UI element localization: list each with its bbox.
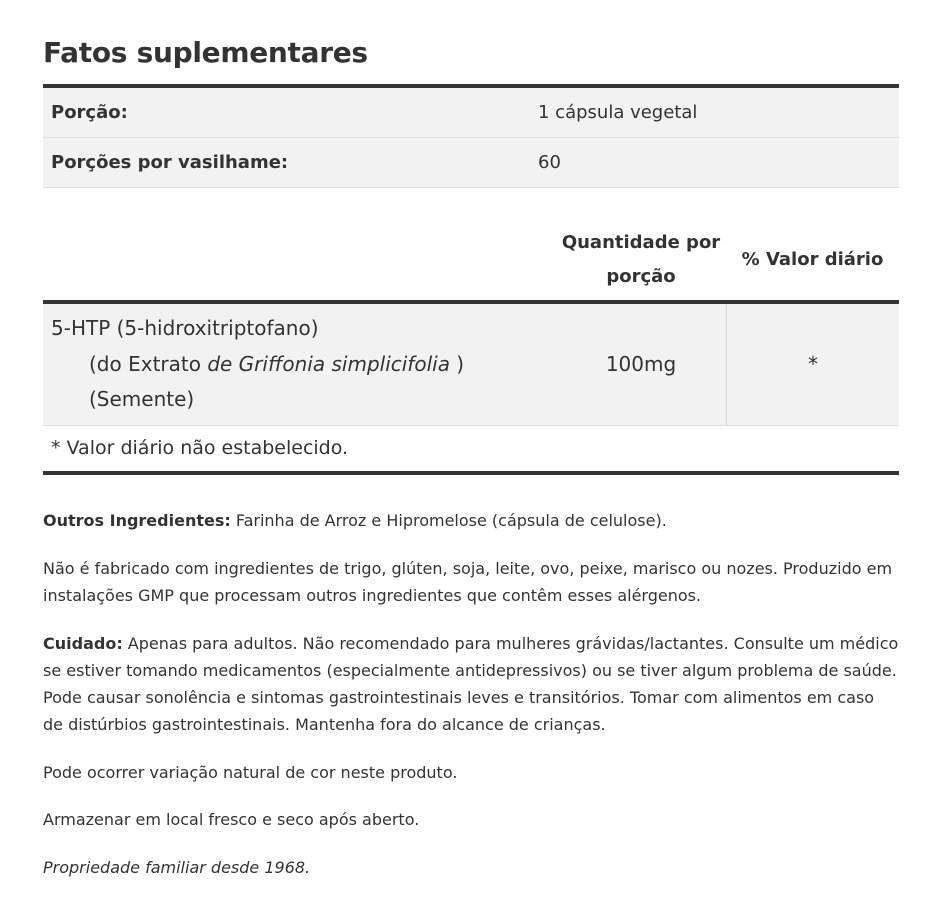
other-ingredients bbox=[43, 507, 899, 534]
row-divider bbox=[43, 425, 899, 426]
allergen-note: Não é fabricado com ingredientes de trigo, glúten, soja, leite, ovo, peixe, marisco ou nozes. Produzido em instalações GMP que processam outros ingredientes que contêm esses alérgenos. bbox=[43, 559, 893, 605]
ingredient-source bbox=[89, 347, 464, 382]
serving-size-value: 1 cápsula vegetal bbox=[538, 102, 698, 123]
other-ingredients-label: Outros Ingredientes: bbox=[43, 511, 231, 530]
servings-per-container-value: 60 bbox=[538, 152, 561, 173]
ingredient-source-prefix: (do Extrato bbox=[89, 352, 208, 376]
ingredient-source-suffix: ) bbox=[449, 352, 465, 376]
serving-size-row bbox=[43, 88, 899, 137]
other-ingredients-text: Farinha de Arroz e Hipromelose (cápsula de celulose). bbox=[230, 511, 667, 530]
caution-text: Apenas para adultos. Não recomendado para mulheres grávidas/lactantes. Consulte um médico se estiver tomando medicamentos (especialmente antidepressivos) ou se tiver algum problema de saúde. Pode causar sonolência e sintomas gastrointestinais leves e transitórios. Tomar com alimentos em caso de distúrbios gastrointestinais. Mantenha fora do alcance de crianças. bbox=[43, 634, 899, 734]
color-variation-note: Pode ocorrer variação natural de cor neste produto. bbox=[43, 763, 458, 782]
ingredient-source-species: de Griffonia simplicifolia bbox=[207, 352, 450, 376]
amount-per-serving-header bbox=[556, 226, 726, 294]
servings-per-container-row bbox=[43, 138, 899, 187]
amount-header-line1: Quantidade por bbox=[561, 232, 721, 253]
storage-note: Armazenar em local fresco e seco após aberto. bbox=[43, 810, 420, 829]
ingredient-name: 5-HTP (5-hidroxitriptofano) bbox=[51, 316, 319, 340]
servings-per-container-label: Porções por vasilhame: bbox=[51, 152, 289, 173]
daily-value-header: % Valor diário bbox=[741, 249, 884, 270]
page-title: Fatos suplementares bbox=[43, 36, 368, 69]
serving-size-label: Porção: bbox=[51, 102, 128, 123]
ingredient-row bbox=[43, 304, 899, 425]
ingredient-part: (Semente) bbox=[89, 387, 195, 411]
caution-label: Cuidado: bbox=[43, 634, 123, 653]
caution-note bbox=[43, 630, 899, 738]
family-owned-note: Propriedade familiar desde 1968. bbox=[43, 858, 311, 877]
amount-header-line2: porção bbox=[606, 266, 676, 287]
row-divider bbox=[43, 187, 899, 188]
bottom-divider bbox=[43, 471, 899, 475]
daily-value-footnote: * Valor diário não estabelecido. bbox=[51, 437, 349, 459]
ingredient-daily-value: * bbox=[808, 352, 818, 376]
ingredient-amount: 100mg bbox=[605, 352, 677, 376]
